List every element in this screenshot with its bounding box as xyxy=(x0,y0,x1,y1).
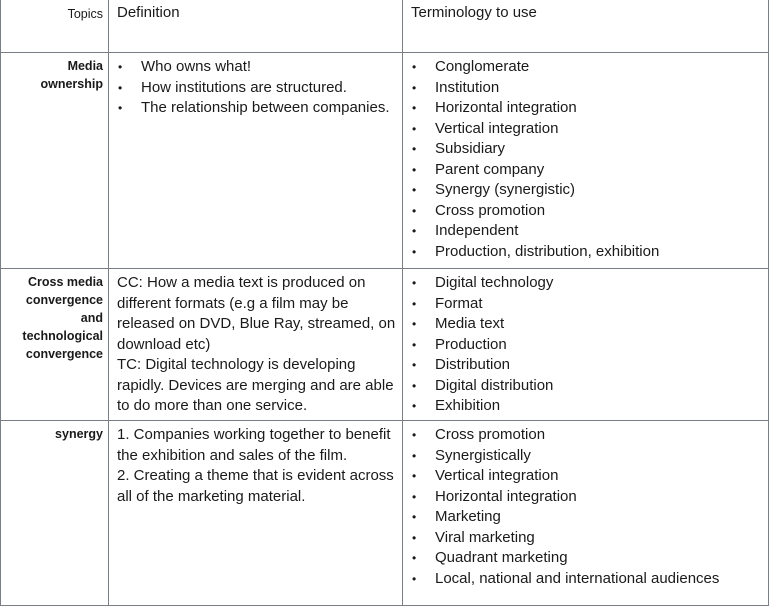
list-item: • Vertical integration xyxy=(411,466,762,487)
terminology-cell xyxy=(403,53,769,269)
bullet-icon: • xyxy=(412,337,417,352)
terminology-list xyxy=(411,425,762,589)
header-terminology: Terminology to use xyxy=(403,0,769,53)
bullet-icon: • xyxy=(412,60,417,74)
topic-line: and xyxy=(80,311,103,325)
bullet-icon: • xyxy=(412,183,417,197)
list-item: • Quadrant marketing xyxy=(411,548,762,569)
list-item: • Horizontal integration xyxy=(411,98,762,119)
bullet-icon: • xyxy=(412,469,417,483)
bullet-icon: • xyxy=(412,142,417,156)
header-topics: Topics xyxy=(1,0,109,53)
definition-list xyxy=(117,57,396,119)
list-item: • Institution xyxy=(411,78,762,99)
table-row-synergy xyxy=(1,421,769,606)
bullet-icon: • xyxy=(412,489,417,504)
bullet-icon: • xyxy=(412,317,417,331)
list-item: • Cross promotion xyxy=(411,425,762,446)
bullet-icon: • xyxy=(118,80,123,95)
header-definition: Definition xyxy=(109,0,403,53)
bullet-icon: • xyxy=(412,428,417,442)
terminology-cell xyxy=(403,269,769,421)
definition-paragraph: CC: How a media text is produced on different formats (e.g a film may be released on DVD, Blue Ray, streamed, on download etc) xyxy=(117,274,396,353)
bullet-icon: • xyxy=(412,162,417,177)
topic-line: convergence xyxy=(25,293,103,307)
list-item: • Who owns what! xyxy=(117,57,396,78)
list-item: • Parent company xyxy=(411,160,762,181)
list-item: • Exhibition xyxy=(411,396,762,417)
list-item: • The relationship between companies. xyxy=(117,98,396,119)
bullet-icon: • xyxy=(412,296,417,311)
topic-line: technological xyxy=(22,329,103,343)
list-item: • Marketing xyxy=(411,507,762,528)
list-item: • Production, distribution, exhibition xyxy=(411,242,762,263)
definition-paragraph: 2. Creating a theme that is evident across all of the marketing material. xyxy=(117,467,394,505)
list-item: • Cross promotion xyxy=(411,201,762,222)
bullet-icon: • xyxy=(412,80,417,95)
bullet-icon: • xyxy=(412,203,417,218)
bullet-icon: • xyxy=(412,101,417,115)
list-item: • Viral marketing xyxy=(411,528,762,549)
table-header-row xyxy=(1,0,769,53)
list-item: • Subsidiary xyxy=(411,139,762,160)
list-item: • Media text xyxy=(411,314,762,335)
list-item: • Local, national and international audiences xyxy=(411,569,762,590)
bullet-icon: • xyxy=(412,399,417,413)
bullet-icon: • xyxy=(412,551,417,565)
list-item: • Format xyxy=(411,294,762,315)
bullet-icon: • xyxy=(412,530,417,545)
topic-cell xyxy=(1,269,109,421)
terminology-cell xyxy=(403,421,769,606)
topic-cell xyxy=(1,53,109,269)
terminology-list xyxy=(411,57,762,262)
bullet-icon: • xyxy=(118,60,123,74)
topic-cell xyxy=(1,421,109,606)
list-item: • Conglomerate xyxy=(411,57,762,78)
list-item: • How institutions are structured. xyxy=(117,78,396,99)
table-row-media-ownership xyxy=(1,53,769,269)
definition-cell xyxy=(109,269,403,421)
topic-line: Media xyxy=(67,59,103,73)
list-item: • Digital technology xyxy=(411,273,762,294)
bullet-icon: • xyxy=(412,358,417,372)
list-item: • Independent xyxy=(411,221,762,242)
bullet-icon: • xyxy=(118,101,123,115)
bullet-icon: • xyxy=(412,276,417,290)
list-item: • Synergistically xyxy=(411,446,762,467)
topic-line: ownership xyxy=(40,77,103,91)
bullet-icon: • xyxy=(412,510,417,524)
topic-line: Cross media xyxy=(27,275,103,289)
bullet-icon: • xyxy=(412,224,417,238)
bullet-icon: • xyxy=(412,571,417,586)
list-item: • Horizontal integration xyxy=(411,487,762,508)
bullet-icon: • xyxy=(412,244,417,259)
list-item: • Synergy (synergistic) xyxy=(411,180,762,201)
bullet-icon: • xyxy=(412,121,417,136)
list-item: • Distribution xyxy=(411,355,762,376)
terminology-list xyxy=(411,273,762,417)
definition-paragraph: TC: Digital technology is developing rapidly. Devices are merging and are able to do more than one service. xyxy=(117,356,394,414)
bullet-icon: • xyxy=(412,448,417,463)
bullet-icon: • xyxy=(412,378,417,393)
list-item: • Digital distribution xyxy=(411,376,762,397)
definition-cell xyxy=(109,53,403,269)
list-item: • Vertical integration xyxy=(411,119,762,140)
topic-line: synergy xyxy=(55,427,103,441)
list-item: • Production xyxy=(411,335,762,356)
table-row-convergence xyxy=(1,269,769,421)
definition-paragraph: 1. Companies working together to benefit the exhibition and sales of the film. xyxy=(117,426,391,464)
topic-line: convergence xyxy=(25,347,103,361)
definition-cell xyxy=(109,421,403,606)
